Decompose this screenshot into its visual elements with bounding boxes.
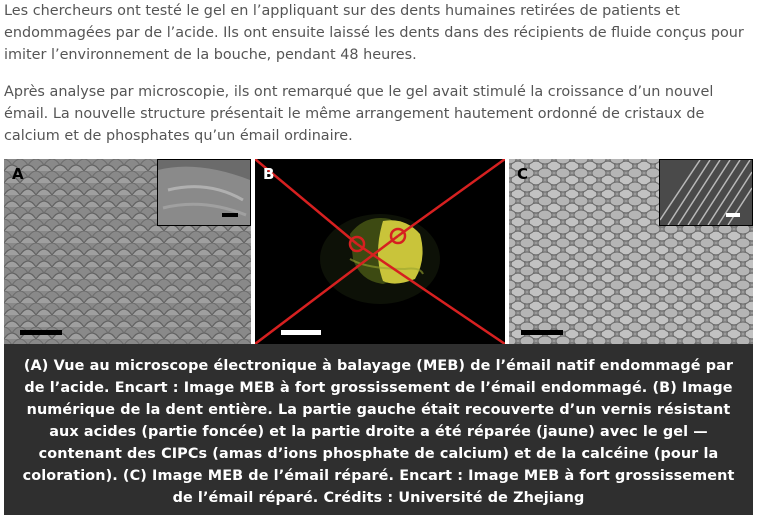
panel-a-sem-image bbox=[4, 159, 251, 344]
scale-bar-c bbox=[521, 330, 563, 335]
panel-letter-a: A bbox=[12, 165, 24, 183]
tooth-photo-image bbox=[255, 159, 505, 344]
panel-c-sem-image bbox=[509, 159, 753, 344]
figure bbox=[4, 159, 753, 515]
article-paragraph-2: Après analyse par microscopie, ils ont remarqué que le gel avait stimulé la croissance d’un nouvel émail. La nouvelle structure présentait le même arrangement hautement ordonné de cristaux de calcium et de phosphates qu’un émail ordinaire. bbox=[4, 84, 714, 144]
panel-letter-c: C bbox=[517, 165, 529, 183]
panel-c-inset bbox=[659, 159, 753, 226]
panel-a-inset bbox=[157, 159, 251, 226]
scale-bar-a bbox=[20, 330, 62, 335]
article-paragraph-1: Les chercheurs ont testé le gel en l’appliquant sur des dents humaines retirées de patients et endommagées par de l’acide. Ils ont ensuite laissé les dents dans des récipients de fluide conçus pour imiter l’environnement de la bouche, pendant 48 heures. bbox=[4, 3, 744, 63]
figure-caption: (A) Vue au microscope électronique à balayage (MEB) de l’émail natif endommagé par de l’acide. Encart : Image MEB à fort grossissement de l’émail endommagé. (B) Image numérique de la dent entière. La partie gauche était recouverte d’un vernis résistant aux acides (partie foncée) et la partie droite a été réparée (jaune) avec le gel — contenant des CIPCs (amas d’ions phosphate de calcium) et de la calcéine (pour la coloration). (C) Image MEB de l’émail réparé. Encart : Image MEB à fort grossissement de l’émail réparé. Crédits : Université de Zhejiang bbox=[4, 344, 753, 515]
scale-bar-b bbox=[281, 330, 321, 335]
panel-letter-b: B bbox=[263, 165, 275, 183]
panel-b-tooth-image bbox=[255, 159, 505, 344]
